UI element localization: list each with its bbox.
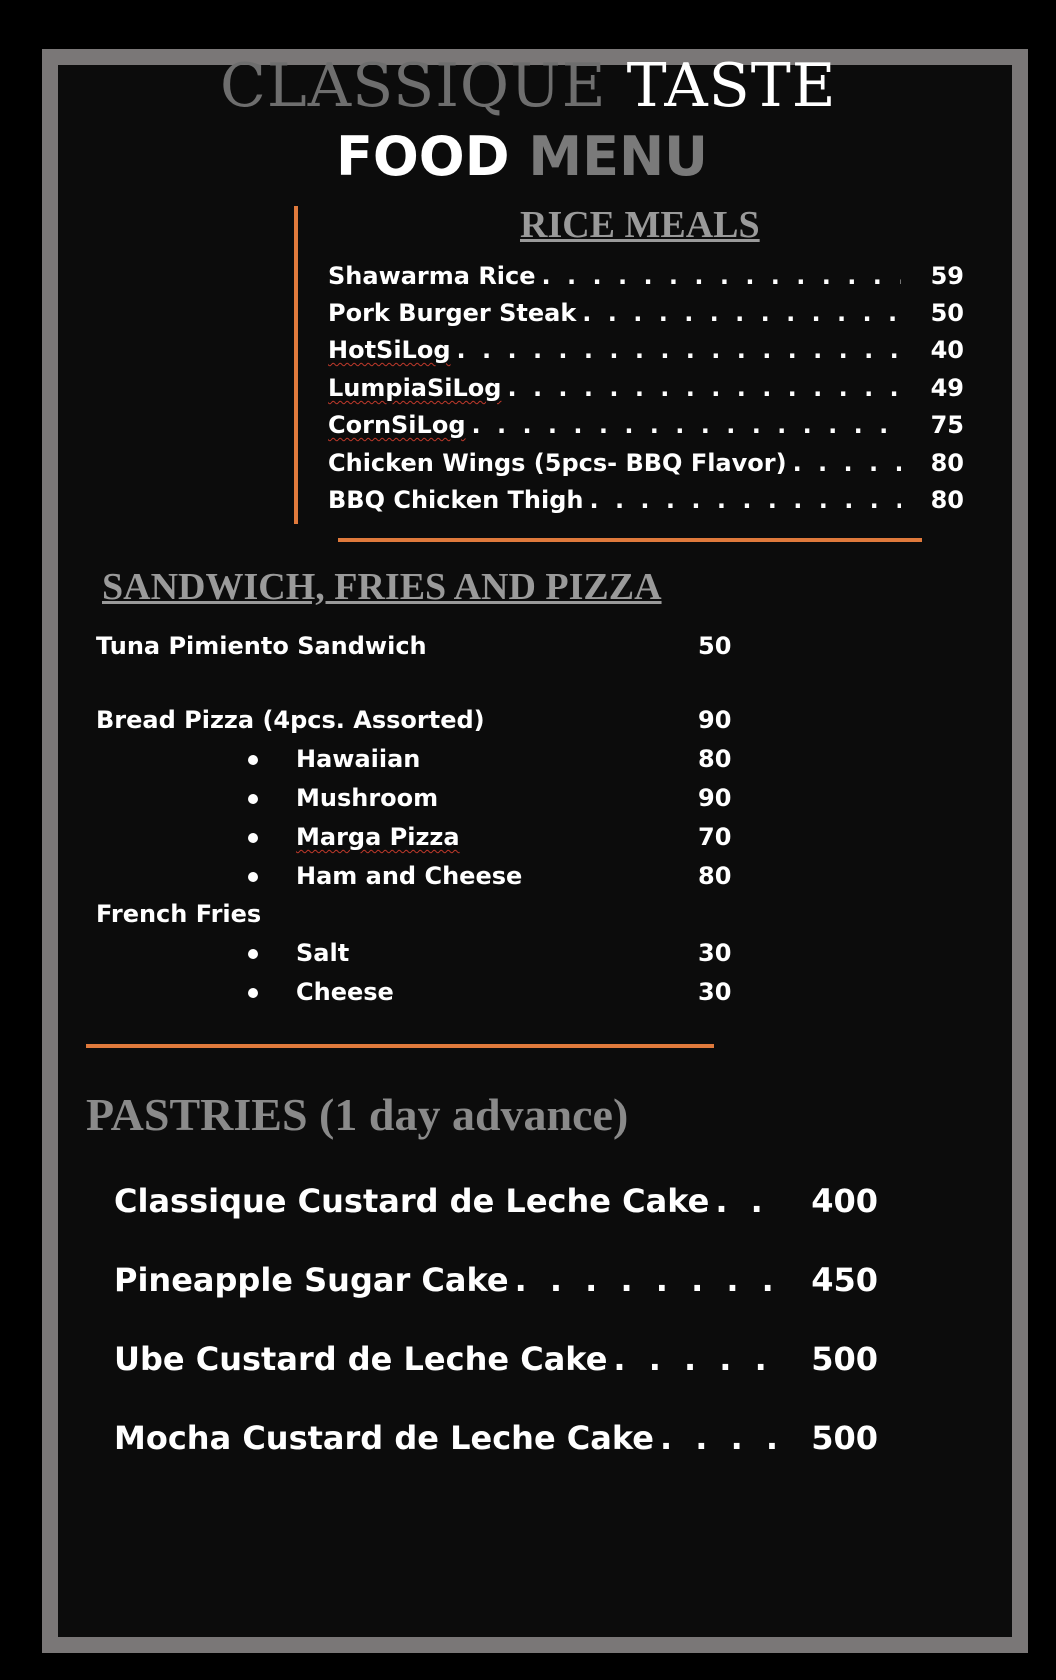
rice-item [328, 336, 964, 364]
leader-dots [542, 262, 901, 290]
brand-name [220, 51, 837, 121]
leader-dots [515, 1261, 786, 1299]
item-name: Chicken Wings (5pcs- BBQ Flavor) [328, 449, 787, 477]
rice-item [328, 262, 964, 290]
leader-dots [457, 336, 901, 364]
tuna-sandwich-price: 50 [698, 632, 732, 660]
bullet [248, 988, 258, 998]
pizza-option-price: 80 [698, 862, 732, 890]
pizza-option-name: Marga Pizza [296, 823, 460, 851]
menu-title-word-1: FOOD [336, 125, 510, 188]
rice-item [328, 299, 964, 327]
leader-dots [660, 1419, 785, 1457]
bullet [248, 949, 258, 959]
pastry-item [114, 1182, 878, 1220]
leader-dots [472, 411, 901, 439]
item-price: 500 [811, 1340, 878, 1378]
pastry-item [114, 1261, 878, 1299]
pizza-option-name: Ham and Cheese [296, 862, 523, 890]
item-price: 49 [930, 374, 964, 402]
rice-meals-title: RICE MEALS [520, 204, 760, 246]
brand-part-1: CLASSIQUE [220, 51, 607, 121]
item-price: 450 [811, 1261, 878, 1299]
leader-dots [613, 1340, 785, 1378]
menu-title [336, 125, 709, 188]
item-name: HotSiLog [328, 336, 451, 364]
item-name: Shawarma Rice [328, 262, 536, 290]
pastries-title: PASTRIES (1 day advance) [86, 1089, 629, 1140]
item-price: 59 [930, 262, 964, 290]
tuna-sandwich-name: Tuna Pimiento Sandwich [96, 632, 427, 660]
brand-part-2: TASTE [626, 51, 837, 121]
pizza-option-name: Mushroom [296, 784, 439, 812]
rice-item [328, 411, 964, 439]
item-name: Mocha Custard de Leche Cake [114, 1419, 654, 1457]
item-name: Pork Burger Steak [328, 299, 577, 327]
leader-dots [507, 374, 900, 402]
item-name: CornSiLog [328, 411, 466, 439]
sandwich-divider-horizontal [86, 1044, 714, 1048]
item-price: 400 [811, 1182, 878, 1220]
rice-item [328, 486, 964, 514]
bullet [248, 872, 258, 882]
leader-dots [582, 299, 900, 327]
item-price: 80 [930, 449, 964, 477]
item-price: 75 [930, 411, 964, 439]
item-name: LumpiaSiLog [328, 374, 502, 402]
item-price: 80 [930, 486, 964, 514]
bullet [248, 833, 258, 843]
pastry-item [114, 1340, 878, 1378]
bread-pizza-name: Bread Pizza (4pcs. Assorted) [96, 706, 485, 734]
bullet [248, 794, 258, 804]
rice-divider-vertical [294, 206, 298, 524]
leader-dots [793, 449, 901, 477]
sandwich-section-title: SANDWICH, FRIES AND PIZZA [102, 566, 662, 608]
item-price: 500 [811, 1419, 878, 1457]
pizza-option-price: 90 [698, 784, 732, 812]
fries-option-price: 30 [698, 939, 732, 967]
item-name: Pineapple Sugar Cake [114, 1261, 509, 1299]
pizza-option-name: Hawaiian [296, 745, 421, 773]
item-price: 50 [930, 299, 964, 327]
item-name: Classique Custard de Leche Cake [114, 1182, 710, 1220]
item-name: BBQ Chicken Thigh [328, 486, 584, 514]
rice-divider-horizontal [338, 538, 922, 542]
item-name: Ube Custard de Leche Cake [114, 1340, 608, 1378]
rice-item [328, 374, 964, 402]
leader-dots [589, 486, 900, 514]
pizza-option-price: 70 [698, 823, 732, 851]
bread-pizza-price: 90 [698, 706, 732, 734]
fries-option-name: Salt [296, 939, 350, 967]
rice-item [328, 449, 964, 477]
leader-dots [715, 1182, 785, 1220]
pizza-option-price: 80 [698, 745, 732, 773]
french-fries-name: French Fries [96, 900, 262, 928]
fries-option-price: 30 [698, 978, 732, 1006]
pastry-item [114, 1419, 878, 1457]
item-price: 40 [930, 336, 964, 364]
fries-option-name: Cheese [296, 978, 394, 1006]
bullet [248, 755, 258, 765]
menu-title-word-2: MENU [528, 125, 709, 188]
